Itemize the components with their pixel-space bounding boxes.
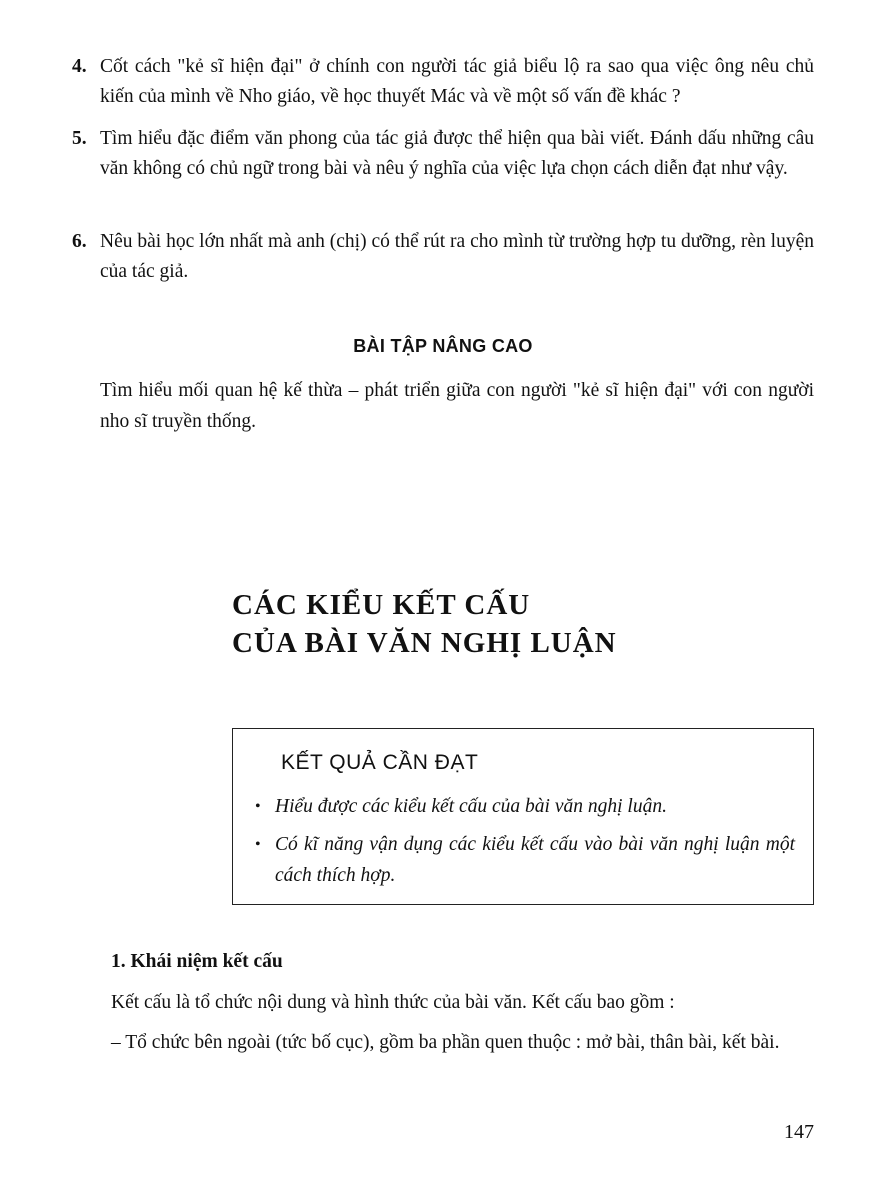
section-paragraph: Kết cấu là tổ chức nội dung và hình thức của bài văn. Kết cấu bao gồm : (111, 992, 675, 1013)
section-paragraph: – Tổ chức bên ngoài (tức bố cục), gồm ba phần quen thuộc : mở bài, thân bài, kết bài. (111, 1032, 780, 1053)
bullet-icon: • (255, 798, 261, 815)
question-6 (72, 227, 814, 287)
question-number: 4. (72, 56, 87, 77)
question-text: Cốt cách "kẻ sĩ hiện đại" ở chính con người tác giả biểu lộ ra sao qua việc ông nêu chủ kiến của mình về Nho giáo, về học thuyết Mác và về một số vấn đề khác ? (100, 56, 814, 107)
learning-goal-item (255, 829, 795, 891)
lesson-title (232, 586, 617, 662)
learning-goals-box (232, 728, 814, 905)
learning-goal-item (255, 791, 795, 822)
question-text: Tìm hiểu đặc điểm văn phong của tác giả được thể hiện qua bài viết. Đánh dấu những câu văn không có chủ ngữ trong bài và nêu ý nghĩa của việc lựa chọn cách diễn đạt như vậy. (100, 128, 814, 179)
learning-goal-text: Có kĩ năng vận dụng các kiểu kết cấu vào bài văn nghị luận một cách thích hợp. (275, 834, 795, 886)
page-number: 147 (784, 1121, 814, 1143)
section-heading: 1. Khái niệm kết cấu (111, 951, 283, 972)
advanced-exercise-text: Tìm hiểu mối quan hệ kế thừa – phát triển giữa con người "kẻ sĩ hiện đại" với con người nho sĩ truyền thống. (100, 380, 814, 432)
question-5 (72, 124, 814, 184)
question-4 (72, 52, 814, 112)
advanced-exercise-heading: BÀI TẬP NÂNG CAO (353, 336, 533, 356)
question-number: 6. (72, 231, 87, 252)
question-text: Nêu bài học lớn nhất mà anh (chị) có thể rút ra cho mình từ trường hợp tu dưỡng, rèn luyện của tác giả. (100, 231, 814, 282)
lesson-title-line-1: CÁC KIỂU KẾT CẤU (232, 589, 531, 621)
question-number: 5. (72, 128, 87, 149)
learning-goal-text: Hiểu được các kiểu kết cấu của bài văn nghị luận. (275, 796, 667, 817)
learning-goals-heading: KẾT QUẢ CẦN ĐẠT (281, 751, 479, 774)
bullet-icon: • (255, 836, 261, 853)
lesson-title-line-2: CỦA BÀI VĂN NGHỊ LUẬN (232, 627, 617, 659)
